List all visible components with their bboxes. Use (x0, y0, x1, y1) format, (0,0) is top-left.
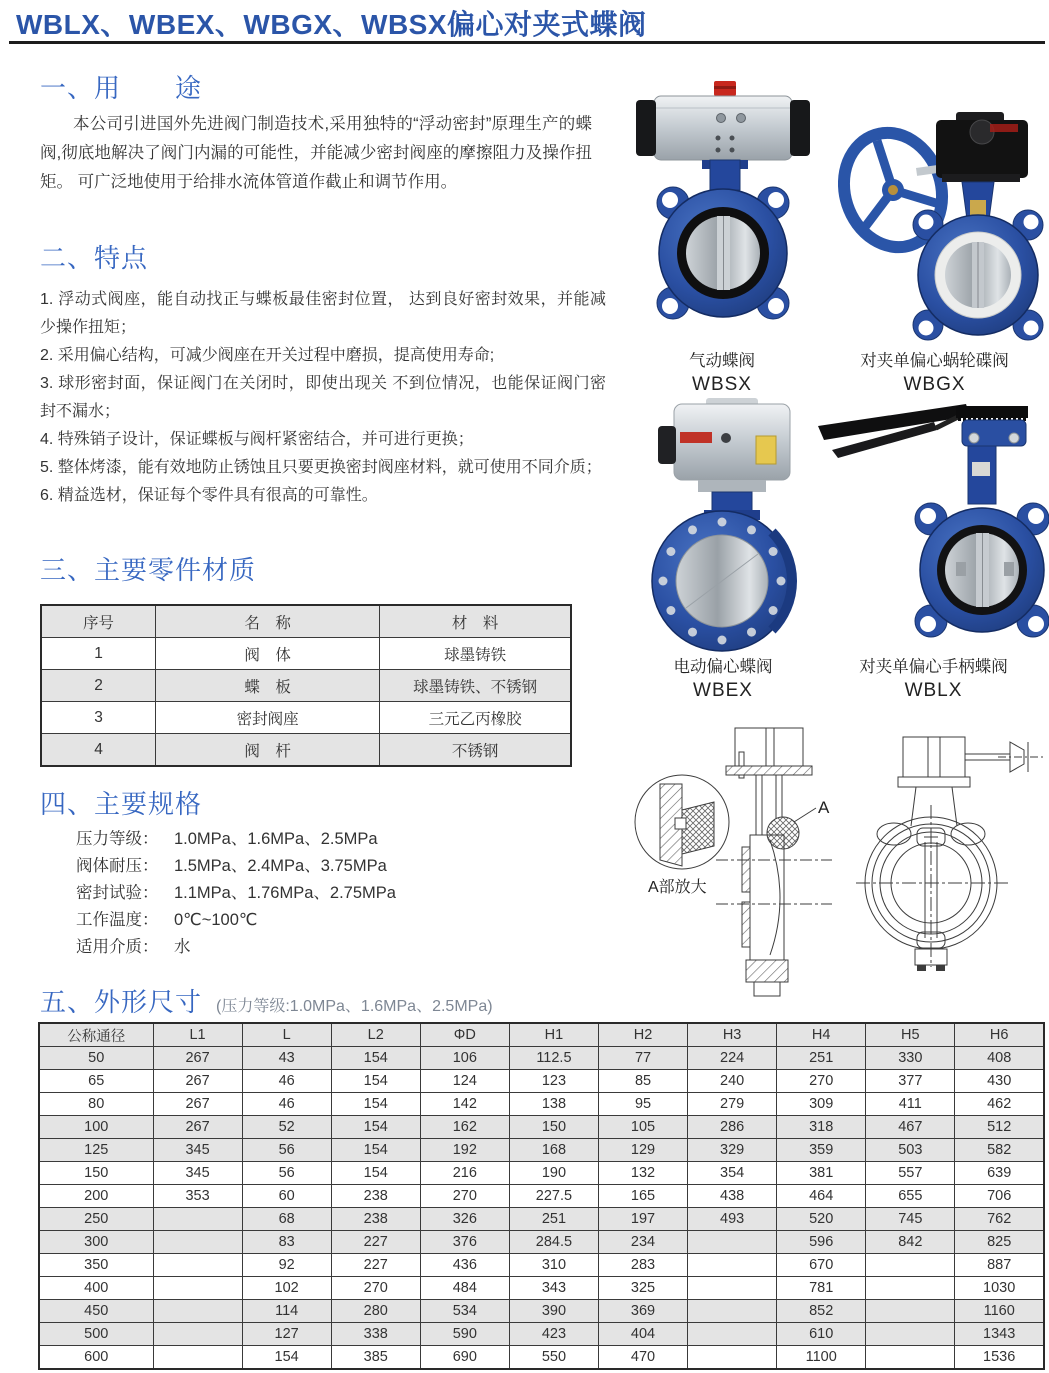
table-cell: 154 (331, 1139, 420, 1162)
table-cell: 467 (866, 1116, 955, 1139)
title-rule (9, 41, 1045, 44)
table-row (39, 1231, 1044, 1254)
table-cell (153, 1300, 242, 1323)
dimensions-heading-text: 五、外形尺寸 (40, 987, 203, 1017)
table-cell: 267 (153, 1093, 242, 1116)
column-header: L (242, 1023, 331, 1047)
table-cell: 154 (331, 1162, 420, 1185)
table-cell: 1100 (777, 1346, 866, 1370)
table-cell: 200 (39, 1185, 153, 1208)
table-cell (153, 1346, 242, 1370)
table-cell: 192 (420, 1139, 509, 1162)
table-cell: 325 (598, 1277, 687, 1300)
table-cell: 450 (39, 1300, 153, 1323)
table-row (41, 702, 571, 734)
table-cell: 400 (39, 1277, 153, 1300)
spec-label: 工作温度： (76, 911, 159, 929)
table-cell: 1343 (955, 1323, 1044, 1346)
table-cell: 92 (242, 1254, 331, 1277)
table-cell: 251 (777, 1047, 866, 1070)
table-cell: 326 (420, 1208, 509, 1231)
lever-valve-illustration (818, 400, 1049, 652)
table-cell: 267 (153, 1070, 242, 1093)
table-cell: 46 (242, 1093, 331, 1116)
table-cell: 154 (242, 1346, 331, 1370)
spec-value: 0℃~100℃ (174, 911, 258, 929)
table-cell: 83 (242, 1231, 331, 1254)
table-cell: 500 (39, 1323, 153, 1346)
table-cell: 493 (688, 1208, 777, 1231)
section-heading-features: 二、特点 (40, 243, 149, 273)
table-cell: 234 (598, 1231, 687, 1254)
table-row (39, 1277, 1044, 1300)
table-cell: 56 (242, 1139, 331, 1162)
product-caption (818, 656, 1049, 703)
table-cell: 102 (242, 1277, 331, 1300)
table-cell: 423 (509, 1323, 598, 1346)
table-cell: 240 (688, 1070, 777, 1093)
table-cell (688, 1300, 777, 1323)
table-cell: 345 (153, 1139, 242, 1162)
product-photo-wbex (622, 398, 832, 652)
spec-row (76, 880, 396, 907)
caption-name: 电动偏心蝶阀 (673, 658, 773, 676)
column-header: H4 (777, 1023, 866, 1047)
table-cell: 1 (41, 638, 156, 670)
table-cell: 46 (242, 1070, 331, 1093)
table-cell: 阀 体 (156, 638, 380, 670)
table-cell: 50 (39, 1047, 153, 1070)
column-header: H5 (866, 1023, 955, 1047)
table-cell: 596 (777, 1231, 866, 1254)
table-cell: 385 (331, 1346, 420, 1370)
section-callout-label: A (818, 798, 830, 817)
valve-section-drawing (618, 712, 1047, 1004)
table-row (41, 734, 571, 767)
table-cell: 125 (39, 1139, 153, 1162)
table-cell (866, 1254, 955, 1277)
spec-label: 适用介质： (76, 938, 159, 956)
table-row (39, 1047, 1044, 1070)
section-heading-specs: 四、主要规格 (40, 789, 203, 819)
table-cell (866, 1346, 955, 1370)
table-cell (866, 1300, 955, 1323)
table-cell: 154 (331, 1093, 420, 1116)
spec-value: 水 (174, 938, 191, 956)
table-cell: 430 (955, 1070, 1044, 1093)
table-row (41, 638, 571, 670)
column-header: H3 (688, 1023, 777, 1047)
table-cell (153, 1323, 242, 1346)
table-cell: 4 (41, 734, 156, 767)
table-cell: 132 (598, 1162, 687, 1185)
spec-row (76, 826, 396, 853)
table-cell (688, 1254, 777, 1277)
spec-label: 压力等级： (76, 830, 159, 848)
table-cell: 168 (509, 1139, 598, 1162)
caption-model: WBGX (903, 374, 966, 395)
spec-row (76, 907, 396, 934)
features-list (40, 286, 606, 510)
table-cell: 250 (39, 1208, 153, 1231)
table-cell (688, 1346, 777, 1370)
table-cell (153, 1208, 242, 1231)
spec-value: 1.5MPa、2.4MPa、3.75MPa (174, 857, 387, 875)
table-cell: 436 (420, 1254, 509, 1277)
table-cell: 359 (777, 1139, 866, 1162)
table-row (39, 1323, 1044, 1346)
table-cell: 123 (509, 1070, 598, 1093)
usage-paragraph: 本公司引进国外先进阀门制造技术,采用独特的“浮动密封”原理生产的蝶阀,彻底地解决了阀门内漏的可能性，并能减少密封阀座的摩擦阻力及操作扭矩。 可广泛地使用于给排水流体管道作截止和调节作用。 (40, 115, 592, 191)
dimensions-pressure-note: (压力等级:1.0MPa、1.6MPa、2.5MPa) (216, 998, 493, 1015)
table-cell: 582 (955, 1139, 1044, 1162)
table-cell: 464 (777, 1185, 866, 1208)
table-cell: 216 (420, 1162, 509, 1185)
table-row (39, 1116, 1044, 1139)
table-cell: 390 (509, 1300, 598, 1323)
table-cell: 534 (420, 1300, 509, 1323)
table-cell: 781 (777, 1277, 866, 1300)
table-cell: 670 (777, 1254, 866, 1277)
detail-view-label: A部放大 (648, 879, 707, 896)
table-cell: 404 (598, 1323, 687, 1346)
table-cell: 密封阀座 (156, 702, 380, 734)
table-cell: 503 (866, 1139, 955, 1162)
table-cell: 470 (598, 1346, 687, 1370)
table-cell: 520 (777, 1208, 866, 1231)
table-cell: 550 (509, 1346, 598, 1370)
table-row (39, 1093, 1044, 1116)
table-cell: 610 (777, 1323, 866, 1346)
table-cell: 95 (598, 1093, 687, 1116)
product-photo-wbsx (628, 78, 818, 328)
table-cell: 350 (39, 1254, 153, 1277)
specs-list (76, 826, 396, 961)
table-cell: 381 (777, 1162, 866, 1185)
table-cell: 105 (598, 1116, 687, 1139)
table-cell: 85 (598, 1070, 687, 1093)
technical-drawings (618, 712, 1047, 1004)
table-cell: 706 (955, 1185, 1044, 1208)
table-cell: 77 (598, 1047, 687, 1070)
table-row (39, 1070, 1044, 1093)
table-cell: 43 (242, 1047, 331, 1070)
table-row (39, 1254, 1044, 1277)
column-header: ΦD (420, 1023, 509, 1047)
column-header: 材 料 (380, 605, 571, 638)
spec-label: 密封试验： (76, 884, 159, 902)
spec-row (76, 934, 396, 961)
product-caption (618, 656, 828, 703)
table-cell: 不锈钢 (380, 734, 571, 767)
table-cell: 353 (153, 1185, 242, 1208)
table-cell (688, 1323, 777, 1346)
table-cell: 1030 (955, 1277, 1044, 1300)
table-cell: 411 (866, 1093, 955, 1116)
table-cell: 462 (955, 1093, 1044, 1116)
table-cell: 286 (688, 1116, 777, 1139)
electric-valve-illustration (622, 398, 832, 652)
table-cell: 825 (955, 1231, 1044, 1254)
table-cell: 227 (331, 1231, 420, 1254)
table-cell: 114 (242, 1300, 331, 1323)
table-cell: 338 (331, 1323, 420, 1346)
feature-item: 6. 精益选材，保证每个零件具有很高的可靠性。 (40, 487, 378, 504)
table-cell: 1160 (955, 1300, 1044, 1323)
table-cell: 224 (688, 1047, 777, 1070)
table-cell: 150 (39, 1162, 153, 1185)
table-cell: 318 (777, 1116, 866, 1139)
column-header: 公称通径 (39, 1023, 153, 1047)
table-cell: 100 (39, 1116, 153, 1139)
section-heading-dimensions (40, 982, 493, 1019)
table-cell: 369 (598, 1300, 687, 1323)
table-cell: 345 (153, 1162, 242, 1185)
column-header: H2 (598, 1023, 687, 1047)
table-cell: 557 (866, 1162, 955, 1185)
table-cell: 280 (331, 1300, 420, 1323)
table-cell: 238 (331, 1185, 420, 1208)
table-cell: 蝶 板 (156, 670, 380, 702)
table-cell: 80 (39, 1093, 153, 1116)
table-cell: 842 (866, 1231, 955, 1254)
table-cell: 270 (331, 1277, 420, 1300)
spec-label: 阀体耐压： (76, 857, 159, 875)
caption-model: WBEX (693, 680, 753, 701)
table-cell: 142 (420, 1093, 509, 1116)
table-cell: 438 (688, 1185, 777, 1208)
caption-name: 对夹单偏心蜗轮碟阀 (860, 352, 1009, 370)
feature-item: 3. 球形密封面，保证阀门在关闭时，即使出现关 不到位情况，也能保证阀门密封不漏水； (40, 375, 606, 420)
column-header: L1 (153, 1023, 242, 1047)
table-cell: 165 (598, 1185, 687, 1208)
table-cell: 251 (509, 1208, 598, 1231)
table-cell: 127 (242, 1323, 331, 1346)
feature-item: 4. 特殊销子设计，保证蝶板与阀杆紧密结合，并可进行更换； (40, 431, 474, 448)
table-row (39, 1139, 1044, 1162)
table-cell: 762 (955, 1208, 1044, 1231)
table-cell: 655 (866, 1185, 955, 1208)
spec-value: 1.0MPa、1.6MPa、2.5MPa (174, 830, 378, 848)
table-cell: 227.5 (509, 1185, 598, 1208)
table-cell (688, 1277, 777, 1300)
table-cell: 330 (866, 1047, 955, 1070)
table-cell: 154 (331, 1116, 420, 1139)
section-heading-usage: 一、用 途 (40, 73, 203, 103)
column-header: 序号 (41, 605, 156, 638)
table-cell: 283 (598, 1254, 687, 1277)
table-cell (688, 1231, 777, 1254)
table-cell: 227 (331, 1254, 420, 1277)
table-cell: 690 (420, 1346, 509, 1370)
table-cell: 376 (420, 1231, 509, 1254)
caption-name: 对夹单偏心手柄蝶阀 (859, 658, 1008, 676)
table-row (39, 1346, 1044, 1370)
table-cell: 129 (598, 1139, 687, 1162)
column-header: H1 (509, 1023, 598, 1047)
table-cell: 284.5 (509, 1231, 598, 1254)
table-row (41, 670, 571, 702)
table-cell: 154 (331, 1070, 420, 1093)
table-cell: 3 (41, 702, 156, 734)
table-cell: 2 (41, 670, 156, 702)
table-cell: 150 (509, 1116, 598, 1139)
table-cell: 279 (688, 1093, 777, 1116)
worm-gear-valve-illustration (838, 70, 1049, 342)
table-cell: 329 (688, 1139, 777, 1162)
table-cell: 球墨铸铁、不锈钢 (380, 670, 571, 702)
table-cell: 197 (598, 1208, 687, 1231)
column-header: L2 (331, 1023, 420, 1047)
table-cell (153, 1277, 242, 1300)
table-cell (866, 1323, 955, 1346)
table-cell: 600 (39, 1346, 153, 1370)
spec-value: 1.1MPa、1.76MPa、2.75MPa (174, 884, 396, 902)
spec-row (76, 853, 396, 880)
materials-table (40, 604, 572, 767)
page-title: WBLX、WBEX、WBGX、WBSX偏心对夹式蝶阀 (16, 9, 647, 40)
feature-item: 2. 采用偏心结构，可减少阀座在开关过程中磨损，提高使用寿命; (40, 347, 495, 364)
table-cell: 190 (509, 1162, 598, 1185)
table-cell (153, 1254, 242, 1277)
pneumatic-valve-illustration (628, 78, 818, 328)
table-row (39, 1208, 1044, 1231)
table-cell: 745 (866, 1208, 955, 1231)
table-cell: 270 (420, 1185, 509, 1208)
table-cell: 238 (331, 1208, 420, 1231)
table-row (39, 1185, 1044, 1208)
table-cell (866, 1277, 955, 1300)
table-cell: 球墨铸铁 (380, 638, 571, 670)
table-cell: 354 (688, 1162, 777, 1185)
table-cell: 68 (242, 1208, 331, 1231)
table-cell: 639 (955, 1162, 1044, 1185)
caption-model: WBSX (692, 374, 752, 395)
table-cell: 阀 杆 (156, 734, 380, 767)
table-cell: 65 (39, 1070, 153, 1093)
product-caption (820, 350, 1049, 397)
table-cell: 162 (420, 1116, 509, 1139)
table-cell: 590 (420, 1323, 509, 1346)
table-cell: 377 (866, 1070, 955, 1093)
table-cell: 1536 (955, 1346, 1044, 1370)
feature-item: 1. 浮动式阀座，能自动找正与蝶板最佳密封位置， 达到良好密封效果，并能减少操作扭矩； (40, 291, 606, 336)
feature-item: 5. 整体烤漆，能有效地防止锈蚀且只要更换密封阀座材料，就可使用不同介质； (40, 459, 602, 476)
table-cell: 154 (331, 1047, 420, 1070)
table-cell: 512 (955, 1116, 1044, 1139)
table-cell: 309 (777, 1093, 866, 1116)
table-cell: 343 (509, 1277, 598, 1300)
product-caption (622, 350, 822, 397)
table-row (39, 1023, 1044, 1047)
table-cell: 112.5 (509, 1047, 598, 1070)
dimensions-table (38, 1022, 1045, 1370)
table-cell: 56 (242, 1162, 331, 1185)
table-cell: 52 (242, 1116, 331, 1139)
table-cell: 138 (509, 1093, 598, 1116)
table-cell: 300 (39, 1231, 153, 1254)
table-cell: 887 (955, 1254, 1044, 1277)
caption-name: 气动蝶阀 (689, 352, 755, 370)
section-heading-materials: 三、主要零件材质 (40, 555, 257, 585)
caption-model: WBLX (904, 680, 963, 701)
table-cell: 484 (420, 1277, 509, 1300)
table-row (39, 1300, 1044, 1323)
product-photo-wbgx (838, 70, 1049, 342)
table-cell: 270 (777, 1070, 866, 1093)
table-cell: 267 (153, 1047, 242, 1070)
column-header: 名 称 (156, 605, 380, 638)
product-photo-wblx (818, 400, 1049, 652)
table-cell: 三元乙丙橡胶 (380, 702, 571, 734)
table-cell: 408 (955, 1047, 1044, 1070)
table-row (41, 605, 571, 638)
table-cell (153, 1231, 242, 1254)
table-cell: 60 (242, 1185, 331, 1208)
table-cell: 106 (420, 1047, 509, 1070)
table-row (39, 1162, 1044, 1185)
table-cell: 852 (777, 1300, 866, 1323)
table-cell: 124 (420, 1070, 509, 1093)
table-cell: 267 (153, 1116, 242, 1139)
table-cell: 310 (509, 1254, 598, 1277)
column-header: H6 (955, 1023, 1044, 1047)
